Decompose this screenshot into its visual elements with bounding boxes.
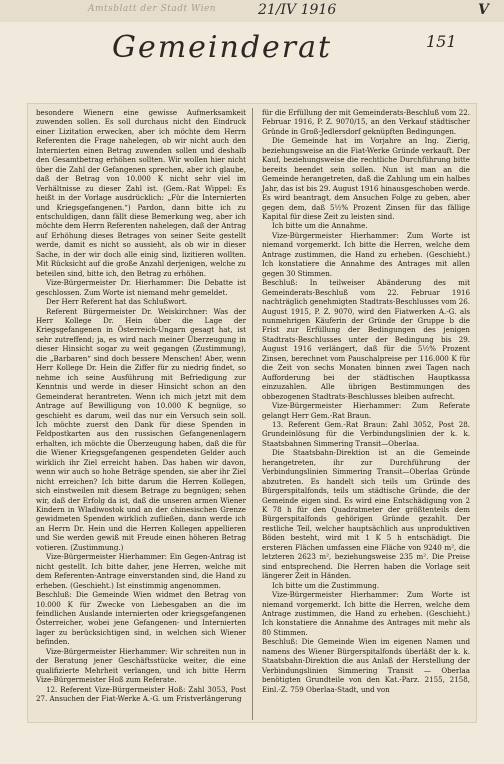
agenda-item-heading: 12. Referent Vize-Bürgermeister Hoß: Zahl 3053, Post 27. Ansuchen der Fiat-Werke A.-G. um Fristverlängerung — [36, 684, 246, 704]
header-strip — [0, 0, 504, 22]
paragraph: Ich bitte um die Zustimmung. — [272, 580, 380, 590]
left-column — [36, 108, 246, 704]
handwritten-corner-mark: V — [478, 2, 489, 18]
paragraph: Vize-Bürgermeister Hierhammer: Zum Worte ist niemand vorgemerkt. Ich bitte die Herren, welche dem Antrage zustimmen, die Hand zu erheben. (Geschieht.) Ich konstatiere die Annahme des Antrages mit mehr als 80 Stimmen. — [262, 590, 470, 637]
paragraph: Vize-Bürgermeister Hierhammer: Zum Referate gelangt Herr Gem.-Rat Braun. — [262, 401, 470, 420]
paragraph: Ich bitte um die Annahme. — [272, 221, 368, 231]
paragraph: für die Erfüllung der mit Gemeinderats-Beschluß vom 22. Februar 1916, P. Z. 9070/15, an den Verkauf städtischer Gründe in Groß-Jedlersdorf geknüpften Bedingungen. — [262, 108, 470, 136]
right-column — [262, 108, 470, 694]
resolution-paragraph: Beschluß: Die Gemeinde Wien widmet den Betrag von 10.000 K für Zwecke von Liebesgaben an die im feindlichen Auslande internierten oder kriegsgefangenen Österreicher, wobei jene Gefangenen- und Internierten lager zu berücksichtigen sind, in welchen sich Wiener befinden. — [36, 590, 246, 647]
handwritten-date: 21/IV 1916 — [258, 2, 337, 18]
resolution-paragraph: Beschluß: Die Gemeinde Wien im eigenen Namen und namens des Wiener Bürgerspitalfonds überläßt der k. k. Staatsbahn-Direktion die aus Anlaß der Herstellung der Verbindungslinien Simmering Transit — Oberlaa benötigten Grundteile von den Kat.-Parz. 2155, 2158, Einl.-Z. 759 Oberlaa-Stadt, und von — [262, 637, 470, 694]
resolution-paragraph: Beschluß: In teilweiser Abänderung des mit Gemeinderats-Beschluß vom 22. Februar 1916 nachträglich genehmigten Stadtrats-Beschlusses vom 26. August 1915, P. Z. 9070, wird den Fiatwerken A.-G. als nunmehrigen Käuferin der Gründe der Gruppe b die Frist zur Erfüllung der Bedingungen des jenigen Stadtrats-Beschlusses unter der Bedingung bis 29. August 1916 verlängert, daß für die 5½% Prozent Zinsen, berechnet vom Pauschalpreise per 116.000 K für die Zeit von sechs Monaten binnen zwei Tagen nach Aufforderung bei der städtischen Hauptkassa einzuzahlen. Alle übrigen Bestimmungen des obbezogenen Stadtrats-Beschlusses bleiben aufrecht. — [262, 278, 470, 401]
paragraph: Vize-Bürgermeister Hierhammer: Wir schreiten nun in der Beratung jener Geschäftsstücke weiter, die eine qualifizierte Mehrheit verlangen, und ich bitte Herrn Vize-Bürgermeister Hoß zum Referate. — [36, 646, 246, 685]
paragraph: Referent Bürgermeister Dr. Weiskirchner: Was der Herr Kollege Dr. Hein über die Lage der Kriegsgefangenen in Österreich-Ungarn gesagt hat, ist sehr zutreffend; ja, es wird nach meiner Überzeugung in dieser Hinsicht sogar zu weit gegangen (Zustimmung), die „Barbaren“ sind doch bessere Menschen! Aber, wenn Herr Kollege Dr. Hein die Ziffer für zu niedrig findet, so nehme ich seine Ausführung mit Befriedigung zur Kenntnis und werde in dieser Hinsicht schon an den Gemeinderat herantreten. Wenn ich mich jetzt mit dem Antrage auf Bewilligung von 10.000 K begnüge, so geschieht es darum, weil das nur ein Versuch sein soll. Ich möchte zuerst den Dank für diese Spenden in Feldpostkarten aus den russischen Gefangenenlagern erhalten, ich möchte die Überzeugung haben, daß die für die Wiener Kriegsgefangenen gespendeten Gelder auch wirklich ihr Ziel erreicht haben. Das haben wir davon, wenn wir auch so hohe Beträge spenden, sie aber ihr Ziel nicht erreichen? Ich bitte darum die Herren Kollegen, sich einstweilen mit diesem Betrage zu begnügen; sehen wir, daß der Erfolg da ist, daß die unseren armen Wiener Kindern in Wladiwostok und an der chinesischen Grenze gewidmeten Spenden wirklich zufließen, dann werde ich an Herrn Dr. Hein und die Herren Kollegen appellieren und Sie werden gewiß mit Freude einen höheren Betrag votieren. (Zustimmung.) — [36, 306, 246, 552]
handwritten-page-number: 151 — [426, 32, 457, 51]
paragraph: Die Gemeinde hat im Vorjahre an Ing. Zierig, beziehungsweise an die Fiat-Werke Gründe verkauft. Der Kauf, beziehungsweise die rechtliche Durchführung bitte bereits beendet sein sollen. Nun ist man an die Gemeinde herangetreten, daß die Zahlung um ein halbes Jahr, das ist bis 29. August 1916 hinausgeschoben werde. Es wird beantragt, dem Ansuchen Folge zu geben, aber gegen dem, daß 5½% Prozent Zinsen für das fällige Kapital für diese Zeit zu leisten sind. — [262, 136, 470, 221]
newspaper-stamp: Amtsblatt der Stadt Wien — [88, 4, 217, 14]
paragraph: Der Herr Referent hat das Schlußwort. — [46, 297, 187, 307]
paragraph: besondere Wienern eine gewisse Aufmerksamkeit zuwenden sollen. Es soll durchaus nicht den Eindruck einer Lizitation erwecken, aber ich möchte dem Herrn Referenten die Frage nahelegen, ob wir nicht auch den Internierten einen Betrag zuwenden sollen und deshalb den Gesamtbetrag erhöhen sollten. Wir wollen hier nicht über die Zahl der Gefangenen sprechen, aber ich glaube, daß der Betrag von 10.000 K nicht sehr viel im Verhältnisse zu dieser Zahl ist. (Gem.-Rat Wippel: Es heißt in der Vorlage ausdrücklich: „Für die Internierten und Kriegsgefangenen.“) Pardon, dann bitte ich zu entschuldigen, dann fällt diese Bemerkung weg, aber ich möchte dem Herrn Referenten nahelegen, daß der Antrag auf Erhöhung dieses Betrages von seiner Seite gestellt werde, damit es nicht so aussieht, als ob wir in dieser Sache, in der wir doch alle einig sind, lizitieren wollten. Mit Rücksicht auf die große Anzahl derjenigen, welche zu beteilen sind, bitte ich, den Betrag zu erhöhen. — [36, 108, 246, 278]
paragraph: Vize-Bürgermeister Dr. Hierhammer: Die Debatte ist geschlossen. Zum Worte ist niemand mehr gemeldet. — [36, 278, 246, 297]
paragraph: Die Staatsbahn-Direktion ist an die Gemeinde herangetreten, ihr zur Durchführung der Verbindungslinien Simmering Transit—Oberlaa Gründe abzutreten. Es handelt sich teils um Gründe des Bürgerspitalfonds, teils um städtische Gründe, die der Gemeinde eigen sind. Es wird eine Entschädigung von 2 K 78 h für den Quadratmeter der größtenteils dem Bürgerspitalfonds gehörigen Gründe gezahlt. Der restliche Teil, welcher hauptsächlich aus unproduktiven Böden besteht, wird mit 1 K 5 h entschädigt. Die ersteren Flächen umfassen eine Fläche von 9240 m², die letzteren 2623 m², beziehungsweise 235 m². Die Preise sind entsprechend. Die Herren haben die Vorlage seit längerer Zeit in Händen. — [262, 448, 470, 581]
agenda-item-heading: 13. Referent Gem.-Rat Braun: Zahl 3052, Post 28. Grundeinlösung für die Verbindungslinien der k. k. Staatsbahnen Simmering Transit—Oberlaa. — [262, 419, 470, 448]
column-divider — [252, 108, 253, 720]
handwritten-title: Gemeinderat — [112, 30, 333, 65]
paragraph: Vize-Bürgermeister Hierhammer: Zum Worte ist niemand vorgemerkt. Ich bitte die Herren, welche dem Antrage zustimmen, die Hand zu erheben. (Geschieht.) Ich konstatiere die Annahme des Antrages mit allen gegen 30 Stimmen. — [262, 230, 470, 278]
paragraph: Vize-Bürgermeister Hierhammer: Ein Gegen-Antrag ist nicht gestellt. Ich bitte daher, jene Herren, welche mit dem Referenten-Antrage einverstanden sind, die Hand zu erheben. (Geschieht.) Ist einstimmig angenommen. — [36, 552, 246, 590]
